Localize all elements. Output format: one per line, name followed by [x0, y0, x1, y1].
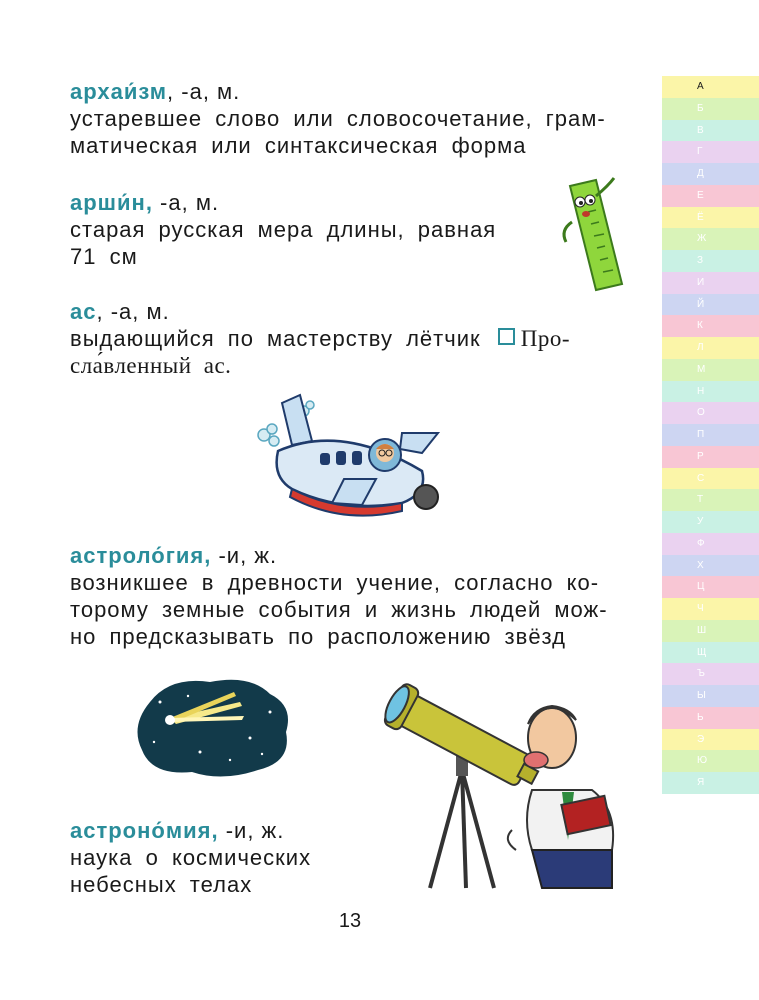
comet-sky-illustration [130, 672, 296, 782]
alphabet-tab[interactable]: У [662, 511, 759, 533]
example-text: сла́вленный ас. [70, 353, 232, 378]
alphabet-tab[interactable]: Ч [662, 598, 759, 620]
example-text: Про- [520, 326, 571, 351]
entry-as [70, 298, 570, 379]
alphabet-tab[interactable]: Ш [662, 620, 759, 642]
grammar-note: -и, ж. [211, 543, 278, 568]
alphabet-tab[interactable]: И [662, 272, 759, 294]
alphabet-tab[interactable]: В [662, 120, 759, 142]
alphabet-tab[interactable]: С [662, 468, 759, 490]
alphabet-tab[interactable]: Ё [662, 207, 759, 229]
headword: арши́н, [70, 190, 153, 215]
definition-line: старая русская мера длины, равная [70, 217, 497, 242]
entry-astronomy [70, 817, 311, 898]
example-marker-icon [498, 328, 515, 345]
grammar-note: , -а, м. [167, 79, 241, 104]
alphabet-tab[interactable]: Р [662, 446, 759, 468]
definition-line: торому земные события и жизнь людей мож- [70, 597, 608, 622]
alphabet-tab[interactable]: Б [662, 98, 759, 120]
alphabet-tab[interactable]: М [662, 359, 759, 381]
definition-line: 71 см [70, 244, 138, 269]
alphabet-tab[interactable]: Т [662, 489, 759, 511]
entry-astrology [70, 542, 608, 650]
definition-line: но предсказывать по расположению звёзд [70, 624, 566, 649]
alphabet-tab[interactable]: Я [662, 772, 759, 794]
alphabet-tab[interactable]: Щ [662, 642, 759, 664]
definition-line: небесных телах [70, 872, 253, 897]
alphabet-tab[interactable]: Й [662, 294, 759, 316]
page-number: 13 [338, 910, 362, 932]
entry-archaism [70, 78, 606, 159]
alphabet-tab[interactable]: Ж [662, 228, 759, 250]
headword: астроно́мия, [70, 818, 219, 843]
grammar-note: , -а, м. [96, 299, 170, 324]
alphabet-tab[interactable]: Э [662, 729, 759, 751]
entry-arshin [70, 189, 496, 270]
alphabet-tab[interactable]: З [662, 250, 759, 272]
grammar-note: -а, м. [152, 190, 220, 215]
headword: ас [70, 299, 97, 324]
alphabet-tab[interactable]: П [662, 424, 759, 446]
alphabet-tab[interactable]: Ю [662, 750, 759, 772]
alphabet-tab[interactable]: Ь [662, 707, 759, 729]
alphabet-tab[interactable]: Х [662, 555, 759, 577]
headword: астроло́гия, [70, 543, 212, 568]
alphabet-tab[interactable]: К [662, 315, 759, 337]
alphabet-tab[interactable]: Е [662, 185, 759, 207]
alphabet-tab[interactable]: Ы [662, 685, 759, 707]
grammar-note: -и, ж. [218, 818, 285, 843]
definition-line: возникшее в древности учение, согласно ко- [70, 570, 600, 595]
definition-line: устаревшее слово или словосочетание, грам- [70, 106, 606, 131]
alphabet-tab[interactable]: Ц [662, 576, 759, 598]
definition-line [70, 325, 570, 352]
astronomer-telescope-illustration [382, 680, 634, 892]
alphabet-tab[interactable]: Д [662, 163, 759, 185]
alphabet-tab[interactable]: Л [662, 337, 759, 359]
airplane-pilot-illustration [252, 393, 444, 527]
alphabet-tab[interactable]: А [662, 76, 759, 98]
definition-line: наука о космических [70, 845, 312, 870]
alphabet-tab[interactable]: О [662, 402, 759, 424]
alphabet-tab[interactable]: Г [662, 141, 759, 163]
alphabet-tab[interactable]: Н [662, 381, 759, 403]
ruler-character-illustration [548, 172, 630, 294]
alphabet-tab[interactable]: Ф [662, 533, 759, 555]
definition-text: выдающийся по мастерству лётчик [70, 326, 481, 351]
alphabet-index-tabs [662, 76, 759, 794]
alphabet-tab[interactable]: Ъ [662, 663, 759, 685]
definition-line: матическая или синтаксическая форма [70, 133, 527, 158]
headword: архаи́зм [70, 79, 168, 104]
